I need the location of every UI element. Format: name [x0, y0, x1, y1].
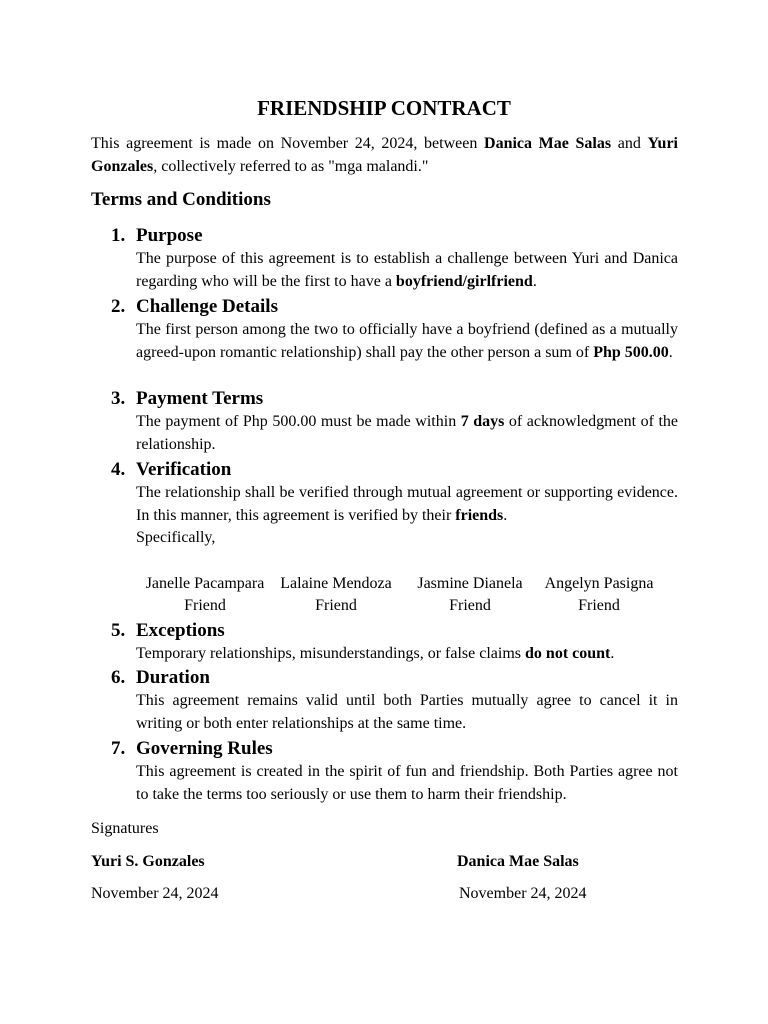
- friend-role: Friend: [184, 597, 226, 614]
- friend-role: Friend: [449, 597, 491, 614]
- section-text: The purpose of this agreement is to establish a challenge between Yuri and Danica regarding who will be the first to have a: [136, 250, 678, 290]
- section-text: Temporary relationships, misunderstandings, or false claims: [136, 645, 526, 662]
- signer-name-left: Yuri S. Gonzales: [91, 853, 205, 870]
- section-heading: [91, 224, 678, 248]
- friend-name: Lalaine Mendoza: [280, 575, 392, 592]
- party-name: Danica Mae Salas: [484, 135, 612, 152]
- section-body: This agreement remains valid until both Parties mutually agree to cancel it in writing or both enter relationships at the same time.: [136, 692, 678, 732]
- section-number: 2.: [111, 296, 126, 317]
- friend-name: Angelyn Pasigna: [544, 575, 654, 592]
- section-purpose: [91, 224, 678, 293]
- section-text: The first person among the two to officially have a boyfriend (defined as a mutually agreed-upon romantic relationship) shall pay the other person a sum of: [136, 321, 678, 361]
- section-number: 7.: [111, 738, 126, 759]
- sign-date-right: November 24, 2024: [459, 885, 587, 902]
- section-heading: [91, 737, 678, 761]
- friend-role: Friend: [578, 597, 620, 614]
- section-bold-text: boyfriend/girlfriend: [395, 272, 533, 290]
- section-heading: [91, 666, 678, 690]
- signer-name-right: Danica Mae Salas: [457, 853, 579, 870]
- sign-date-left: November 24, 2024: [91, 885, 219, 902]
- section-exceptions: [91, 619, 678, 666]
- friend-name: Jasmine Dianela: [417, 575, 523, 592]
- section-text: .: [532, 272, 537, 290]
- section-text: .: [503, 506, 508, 524]
- section-body: This agreement is created in the spirit of fun and friendship. Both Parties agree not to take the terms too seriously or use them to harm their friendship.: [136, 763, 678, 803]
- section-heading: [91, 458, 678, 482]
- friend-name: Janelle Pacampara: [145, 575, 265, 592]
- intro-text: and: [611, 135, 648, 152]
- section-title: Duration: [136, 667, 210, 688]
- section-number: 4.: [111, 459, 126, 480]
- section-title: Governing Rules: [136, 738, 273, 759]
- section-challenge-details: [91, 295, 678, 364]
- section-bold-text: do not count: [525, 645, 611, 662]
- intro-paragraph: [91, 132, 678, 178]
- friend-entry: [266, 573, 406, 617]
- section-heading: [91, 387, 678, 411]
- section-number: 5.: [111, 620, 126, 641]
- section-number: 6.: [111, 667, 126, 688]
- section-body: [136, 482, 678, 550]
- friend-entry: [135, 573, 275, 617]
- section-title: Verification: [136, 459, 232, 480]
- section-body: [136, 248, 678, 293]
- friend-role: Friend: [315, 597, 357, 614]
- section-number: 3.: [111, 388, 126, 409]
- section-verification: [91, 458, 678, 550]
- section-title: Challenge Details: [136, 296, 278, 317]
- terms-heading: Terms and Conditions: [91, 189, 271, 210]
- section-payment-terms: [91, 387, 678, 456]
- section-text: Specifically,: [136, 529, 216, 546]
- section-bold-text: Php 500.00: [593, 343, 669, 361]
- section-governing-rules: [91, 737, 678, 806]
- friend-entry: [529, 573, 669, 617]
- section-title: Payment Terms: [136, 388, 264, 409]
- section-title: Exceptions: [136, 620, 225, 641]
- section-heading: [91, 619, 678, 643]
- section-bold-text: friends: [455, 506, 504, 524]
- section-text: The payment of Php 500.00 must be made within: [136, 413, 461, 430]
- section-text: of acknowledgment of the relationship.: [136, 413, 679, 453]
- intro-text: This agreement is made on November 24, 2024, between: [91, 135, 485, 152]
- section-body: [136, 319, 678, 364]
- section-text: .: [610, 645, 615, 662]
- intro-text: , collectively referred to as "mga malandi.": [153, 158, 429, 175]
- section-text: .: [668, 343, 673, 361]
- signatures-label: Signatures: [91, 820, 159, 837]
- section-bold-text: 7 days: [460, 413, 505, 430]
- document-title: FRIENDSHIP CONTRACT: [257, 96, 511, 120]
- section-number: 1.: [111, 225, 126, 246]
- section-body: [136, 643, 678, 666]
- section-title: Purpose: [136, 225, 203, 246]
- section-heading: [91, 295, 678, 319]
- friend-entry: [400, 573, 540, 617]
- friends-list: [136, 573, 676, 619]
- section-duration: [91, 666, 678, 735]
- section-body: [136, 411, 678, 456]
- section-text: The relationship shall be verified through mutual agreement or supporting evidence. In this manner, this agreement is verified by their: [136, 484, 678, 524]
- party-name: Yuri Gonzales: [91, 135, 678, 175]
